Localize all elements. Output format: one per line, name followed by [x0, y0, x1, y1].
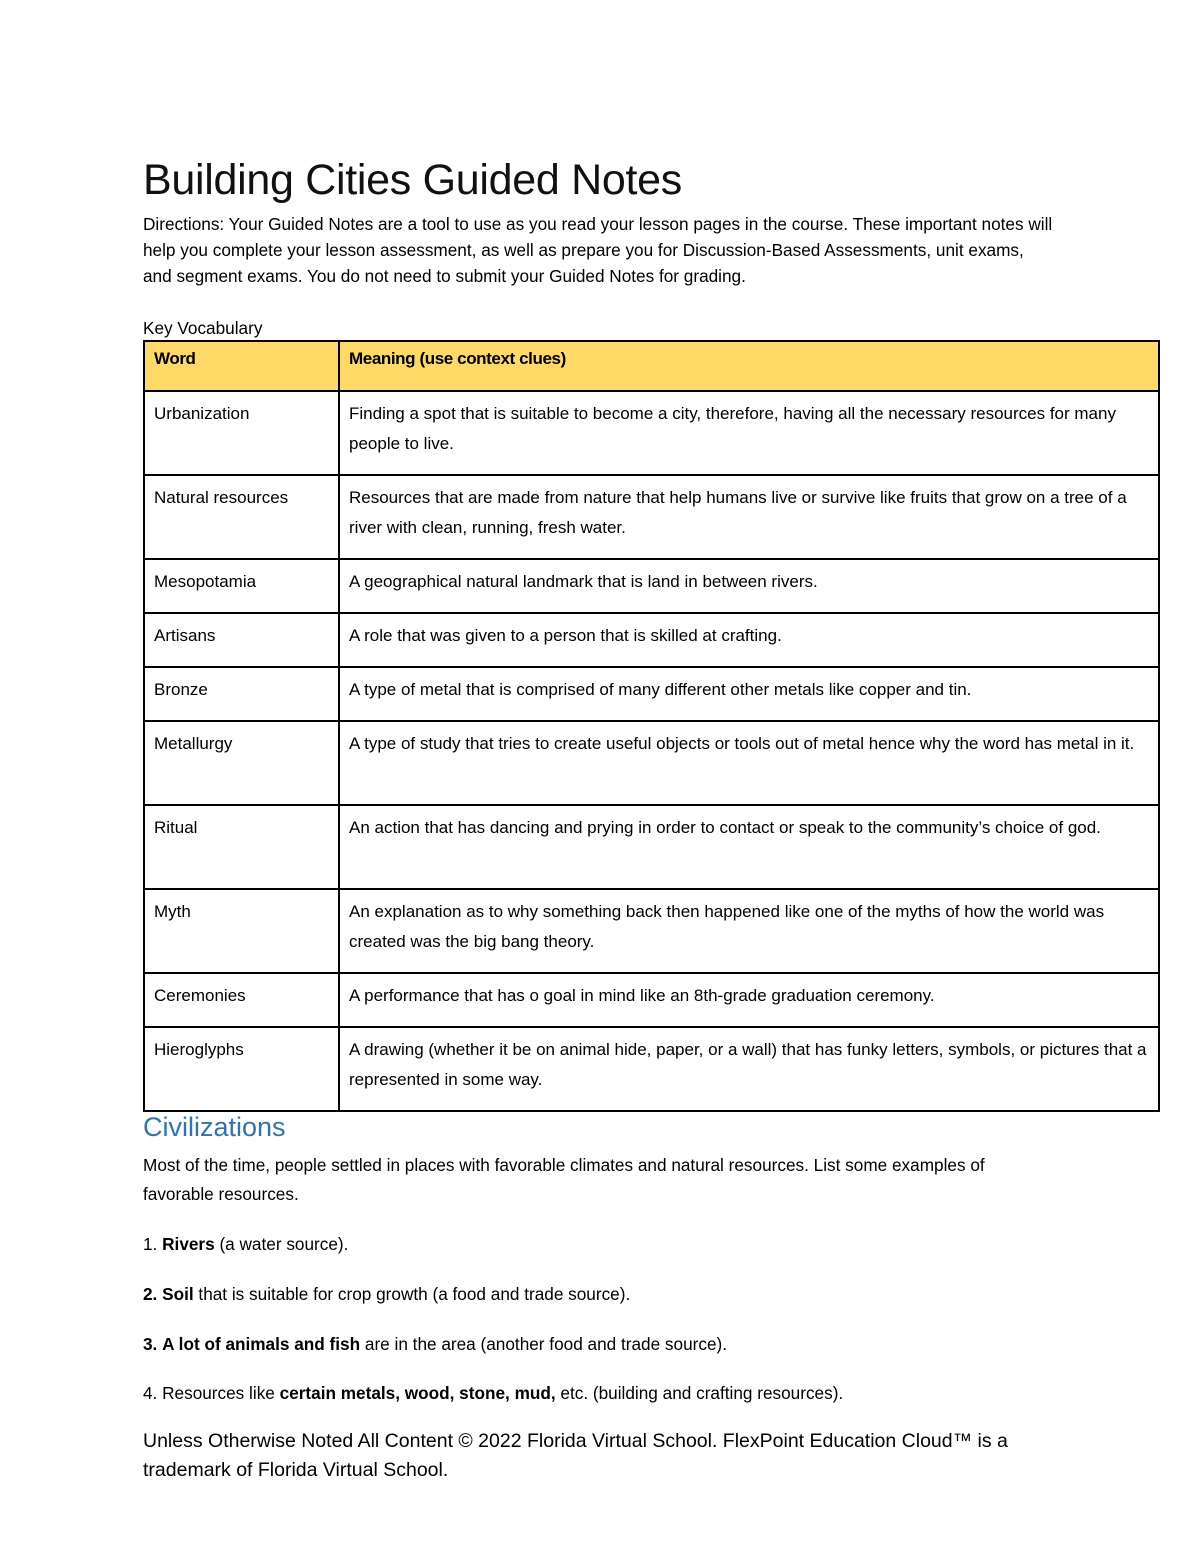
table-row: [144, 889, 1159, 973]
vocab-word: Artisans: [144, 613, 339, 667]
vocabulary-table: [143, 340, 1160, 1112]
vocab-word: Myth: [144, 889, 339, 973]
vocab-word: Natural resources: [144, 475, 339, 559]
table-row: [144, 391, 1159, 475]
list-bold-term: Rivers: [162, 1234, 215, 1254]
vocab-meaning: A role that was given to a person that is skilled at crafting.: [339, 613, 1159, 667]
civilizations-intro: Most of the time, people settled in places with favorable climates and natural resources. List some examples of favorable resources.: [143, 1155, 985, 1204]
table-row: [144, 805, 1159, 889]
directions-text: Directions: Your Guided Notes are a tool to use as you read your lesson pages in the course. These important notes will help you complete your lesson assessment, as well as prepare you for Discussion-Based Assessments, unit exams, and segment exams. You do not need to submit your Guided Notes for grading.: [143, 214, 1053, 286]
vocab-word: Metallurgy: [144, 721, 339, 805]
vocab-meaning: An explanation as to why something back then happened like one of the myths of how the world was created was the big bang theory.: [339, 889, 1159, 973]
vocab-meaning: A geographical natural landmark that is land in between rivers.: [339, 559, 1159, 613]
table-header-row: [144, 341, 1159, 391]
column-header-meaning: Meaning (use context clues): [339, 341, 1159, 391]
list-item: [143, 1380, 843, 1406]
table-row: [144, 667, 1159, 721]
vocab-meaning: An action that has dancing and prying in order to contact or speak to the community’s choice of god.: [339, 805, 1159, 889]
list-rest: that is suitable for crop growth (a food and trade source).: [193, 1284, 631, 1304]
table-row: [144, 613, 1159, 667]
list-number: 2.: [143, 1284, 158, 1304]
list-bold-term: Soil: [162, 1284, 194, 1304]
vocab-meaning: Resources that are made from nature that help humans live or survive like fruits that grow on a tree of a river with clean, running, fresh water.: [339, 475, 1159, 559]
vocab-word: Urbanization: [144, 391, 339, 475]
page-title: Building Cities Guided Notes: [143, 156, 682, 204]
section-heading-civilizations: Civilizations: [143, 1112, 286, 1142]
list-number: 4.: [143, 1383, 158, 1403]
vocab-word: Ritual: [144, 805, 339, 889]
list-prefix: Resources like: [162, 1383, 280, 1403]
list-bold-term: certain metals, wood, stone, mud,: [279, 1383, 556, 1403]
key-vocabulary-label: Key Vocabulary: [143, 318, 263, 338]
vocab-word: Ceremonies: [144, 973, 339, 1027]
table-row: [144, 559, 1159, 613]
table-row: [144, 721, 1159, 805]
vocab-word: Bronze: [144, 667, 339, 721]
list-rest: are in the area (another food and trade source).: [360, 1334, 728, 1354]
table-row: [144, 973, 1159, 1027]
table-row: [144, 1027, 1159, 1111]
vocab-meaning: Finding a spot that is suitable to become a city, therefore, having all the necessary resources for many people to live.: [339, 391, 1159, 475]
table-row: [144, 475, 1159, 559]
list-item: [143, 1281, 630, 1307]
list-rest: etc. (building and crafting resources).: [555, 1383, 844, 1403]
vocab-meaning: A type of metal that is comprised of many different other metals like copper and tin.: [339, 667, 1159, 721]
vocab-word: Hieroglyphs: [144, 1027, 339, 1111]
list-bold-term: A lot of animals and fish: [162, 1334, 361, 1354]
list-number: 3.: [143, 1334, 158, 1354]
vocab-meaning: A type of study that tries to create useful objects or tools out of metal hence why the word has metal in it.: [339, 721, 1159, 805]
list-number: 1.: [143, 1234, 158, 1254]
list-item: [143, 1331, 727, 1357]
vocab-word: Mesopotamia: [144, 559, 339, 613]
vocab-meaning: A drawing (whether it be on animal hide, paper, or a wall) that has funky letters, symbols, or pictures that a represented in some way.: [339, 1027, 1159, 1111]
vocab-meaning: A performance that has o goal in mind like an 8th-grade graduation ceremony.: [339, 973, 1159, 1027]
list-rest: (a water source).: [214, 1234, 349, 1254]
list-item: [143, 1231, 348, 1257]
column-header-word: Word: [144, 341, 339, 391]
copyright-footer: Unless Otherwise Noted All Content © 2022 Florida Virtual School. FlexPoint Education Cloud™ is a trademark of Florida Virtual School.: [143, 1430, 1008, 1481]
